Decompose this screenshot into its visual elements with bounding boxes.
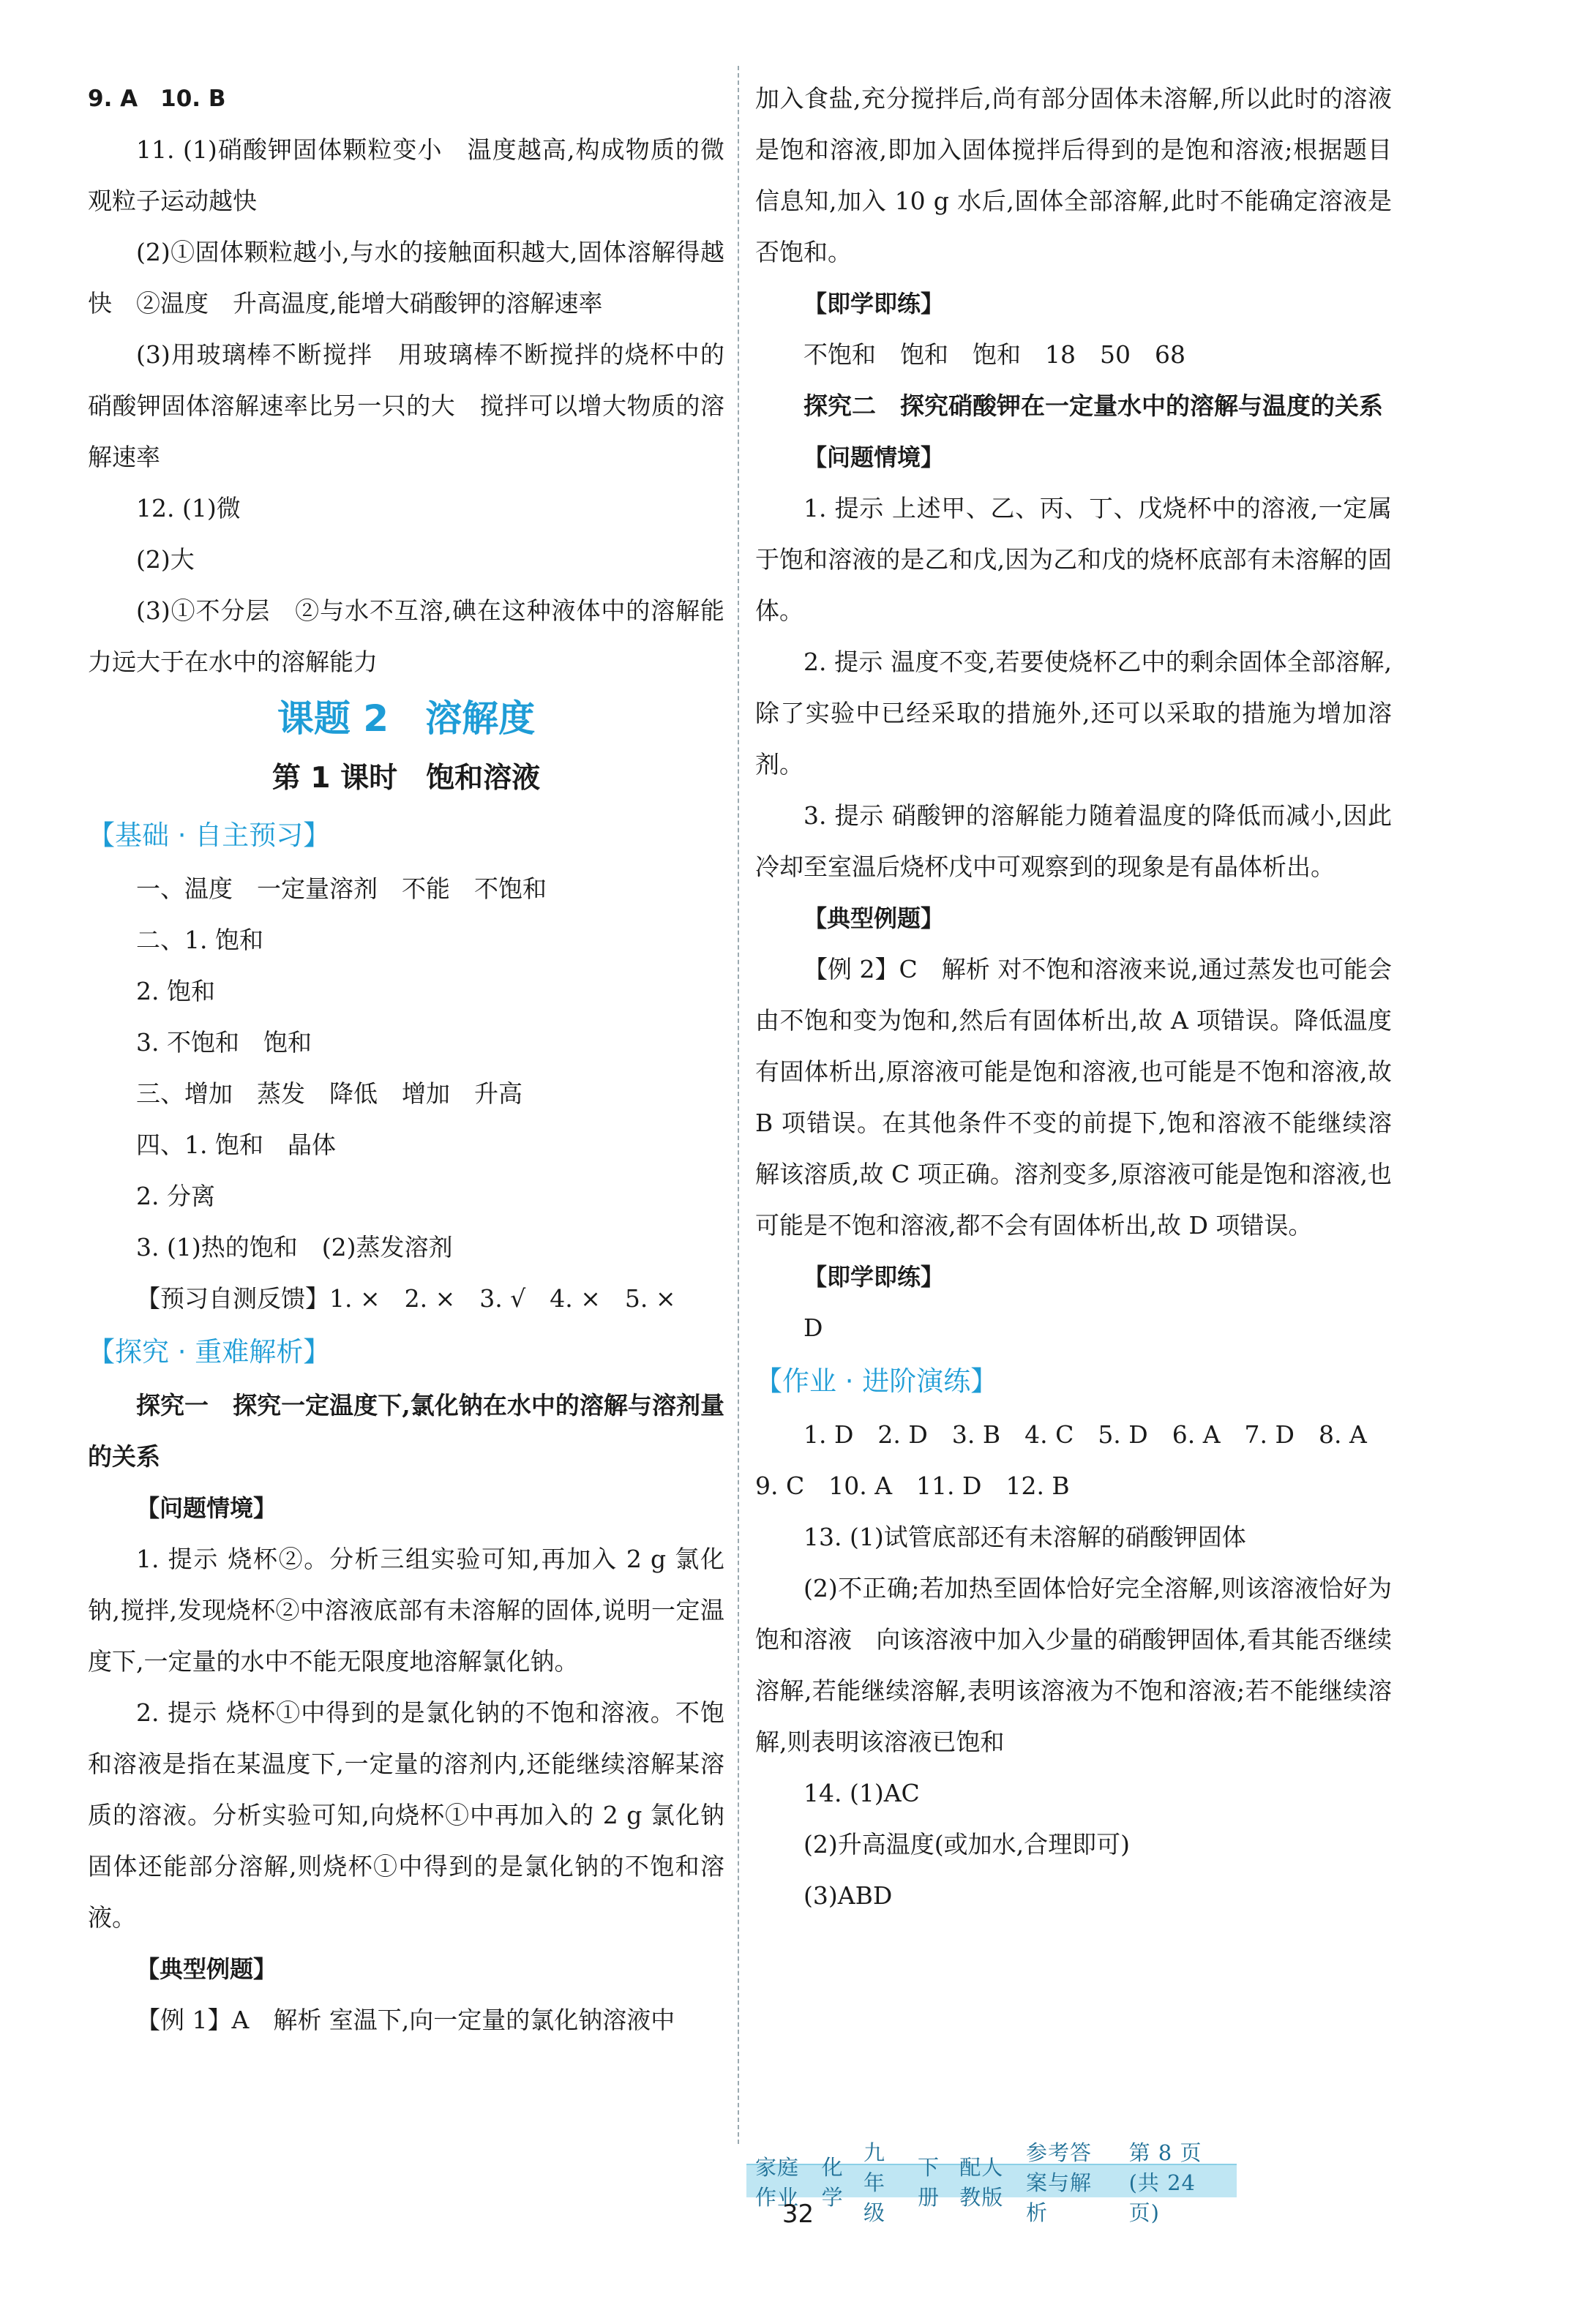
self-test-feedback: 【预习自测反馈】1. × 2. × 3. √ 4. × 5. × bbox=[136, 1284, 676, 1313]
answer-line: 12. (1)微 bbox=[136, 494, 241, 522]
subsection-tag: 【即学即练】 bbox=[803, 290, 945, 318]
inquiry-heading: 探究二 探究硝酸钾在一定量水中的溶解与温度的关系 bbox=[803, 391, 1383, 420]
hint-paragraph: 1. 提示 上述甲、乙、丙、丁、戊烧杯中的溶液,一定属于饱和溶液的是乙和戊,因为乙和戊的烧杯底部有未溶解的固体。 bbox=[755, 494, 1392, 625]
answer-line: (2)升高温度(或加水,合理即可) bbox=[803, 1830, 1130, 1859]
subsection-tag: 【问题情境】 bbox=[136, 1494, 277, 1522]
inquiry-heading: 探究一 探究一定温度下,氯化钠在水中的溶解与溶剂量的关系 bbox=[88, 1391, 724, 1471]
footer-item: 九年级 bbox=[863, 2140, 885, 2225]
subsection-tag: 【问题情境】 bbox=[803, 443, 945, 471]
answer-line: 9. A 10. B bbox=[88, 86, 226, 112]
answer-paragraph: (3)①不分层 ②与水不互溶,碘在这种液体中的溶解能力远大于在水中的溶解能力 bbox=[88, 596, 724, 676]
answer-line: 3. (1)热的饱和 (2)蒸发溶剂 bbox=[136, 1233, 453, 1261]
example-paragraph: 【例 2】C 解析 对不饱和溶液来说,通过蒸发也可能会由不饱和变为饱和,然后有固体析出,故 A 项错误。降低温度有固体析出,原溶液可能是饱和溶液,也可能是不饱和溶液,故 B 项错误。在其他条件不变的前提下,饱和溶液不能继续溶解该溶质,故 C 项正确。溶剂变多,原溶液可能是饱和溶液,也可能是不饱和溶液,都不会有固体析出,故 D 项错误。 bbox=[755, 955, 1392, 1240]
footer-item: 参考答案与解析 bbox=[1025, 2140, 1092, 2225]
hint-paragraph: 3. 提示 硝酸钾的溶解能力随着温度的降低而减小,因此冷却至室温后烧杯戊中可观察到的现象是有晶体析出。 bbox=[755, 801, 1392, 881]
answer-paragraph: (2)不正确;若加热至固体恰好完全溶解,则该溶液恰好为饱和溶液 向该溶液中加入少量的硝酸钾固体,看其能否继续溶解,若能继续溶解,表明该溶液为不饱和溶液;若不能继续溶解,则表明该溶液已饱和 bbox=[755, 1574, 1392, 1756]
column-divider bbox=[738, 66, 739, 2144]
example-continued: 加入食盐,充分搅拌后,尚有部分固体未溶解,所以此时的溶液是饱和溶液,即加入固体搅拌后得到的是饱和溶液;根据题目信息知,加入 10 g 水后,固体全部溶解,此时不能确定溶液是否饱和。 bbox=[755, 84, 1392, 266]
hint-paragraph: 2. 提示 温度不变,若要使烧杯乙中的剩余固体全部溶解,除了实验中已经采取的措施外,还可以采取的措施为增加溶剂。 bbox=[755, 648, 1392, 779]
footer-item: 配人教版 bbox=[959, 2155, 1004, 2210]
answer-line: 13. (1)试管底部还有未溶解的硝酸钾固体 bbox=[803, 1523, 1246, 1551]
subsection-tag: 【典型例题】 bbox=[803, 904, 945, 932]
left-column bbox=[88, 73, 724, 2046]
lesson-title: 课题 2 溶解度 bbox=[277, 697, 536, 740]
answer-line: (3)ABD bbox=[803, 1881, 893, 1910]
answer-line: 一、温度 一定量溶剂 不能 不饱和 bbox=[136, 874, 547, 903]
footer-item: 下册 bbox=[917, 2155, 940, 2210]
answer-line: 1. D 2. D 3. B 4. C 5. D 6. A 7. D 8. A bbox=[803, 1420, 1367, 1449]
subsection-tag: 【即学即练】 bbox=[803, 1263, 945, 1291]
answer-line: D bbox=[803, 1313, 823, 1342]
footer-item: 家庭作业 bbox=[755, 2155, 800, 2210]
hint-paragraph: 2. 提示 烧杯①中得到的是氯化钠的不饱和溶液。不饱和溶液是指在某温度下,一定量的溶剂内,还能继续溶解某溶质的溶液。分析实验可知,向烧杯①中再加入的 2 g 氯化钠固体还能部分溶解,则烧杯①中得到的是氯化钠的不饱和溶液。 bbox=[88, 1698, 724, 1932]
hint-paragraph: 1. 提示 烧杯②。分析三组实验可知,再加入 2 g 氯化钠,搅拌,发现烧杯②中溶液底部有未溶解的固体,说明一定温度下,一定量的水中不能无限度地溶解氯化钠。 bbox=[88, 1545, 724, 1676]
section-heading: 【探究 · 重难解析】 bbox=[88, 1336, 331, 1368]
answer-line: 9. C 10. A 11. D 12. B bbox=[755, 1471, 1070, 1500]
answer-line: 3. 不饱和 饱和 bbox=[136, 1028, 312, 1057]
answer-paragraph: (2)①固体颗粒越小,与水的接触面积越大,固体溶解得越快 ②温度 升高温度,能增大硝酸钾的溶解速率 bbox=[88, 238, 724, 318]
section-heading: 【基础 · 自主预习】 bbox=[88, 820, 331, 851]
lesson-subtitle: 第 1 课时 饱和溶液 bbox=[271, 762, 541, 795]
example-paragraph: 【例 1】A 解析 室温下,向一定量的氯化钠溶液中 bbox=[136, 2006, 675, 2034]
section-heading: 【作业 · 进阶演练】 bbox=[755, 1365, 998, 1397]
answer-line: 14. (1)AC bbox=[803, 1779, 920, 1807]
answer-line: (2)大 bbox=[136, 545, 195, 574]
answer-line: 四、1. 饱和 晶体 bbox=[136, 1131, 336, 1159]
subsection-tag: 【典型例题】 bbox=[136, 1955, 277, 1983]
answer-line: 三、增加 蒸发 降低 增加 升高 bbox=[136, 1079, 522, 1108]
footer-item: 化学 bbox=[821, 2155, 844, 2210]
answer-line: 2. 饱和 bbox=[136, 977, 215, 1005]
footer-item: 第 8 页(共 24 页) bbox=[1128, 2140, 1202, 2225]
page-number: 32 bbox=[782, 2200, 814, 2229]
answer-line: 二、1. 饱和 bbox=[136, 926, 263, 954]
answer-line: 不饱和 饱和 饱和 18 50 68 bbox=[803, 340, 1185, 369]
right-column bbox=[755, 73, 1392, 1922]
answer-paragraph: (3)用玻璃棒不断搅拌 用玻璃棒不断搅拌的烧杯中的硝酸钾固体溶解速率比另一只的大 搅拌可以增大物质的溶解速率 bbox=[88, 340, 724, 471]
answer-paragraph: 11. (1)硝酸钾固体颗粒变小 温度越高,构成物质的微观粒子运动越快 bbox=[88, 135, 724, 215]
answer-line: 2. 分离 bbox=[136, 1182, 215, 1210]
